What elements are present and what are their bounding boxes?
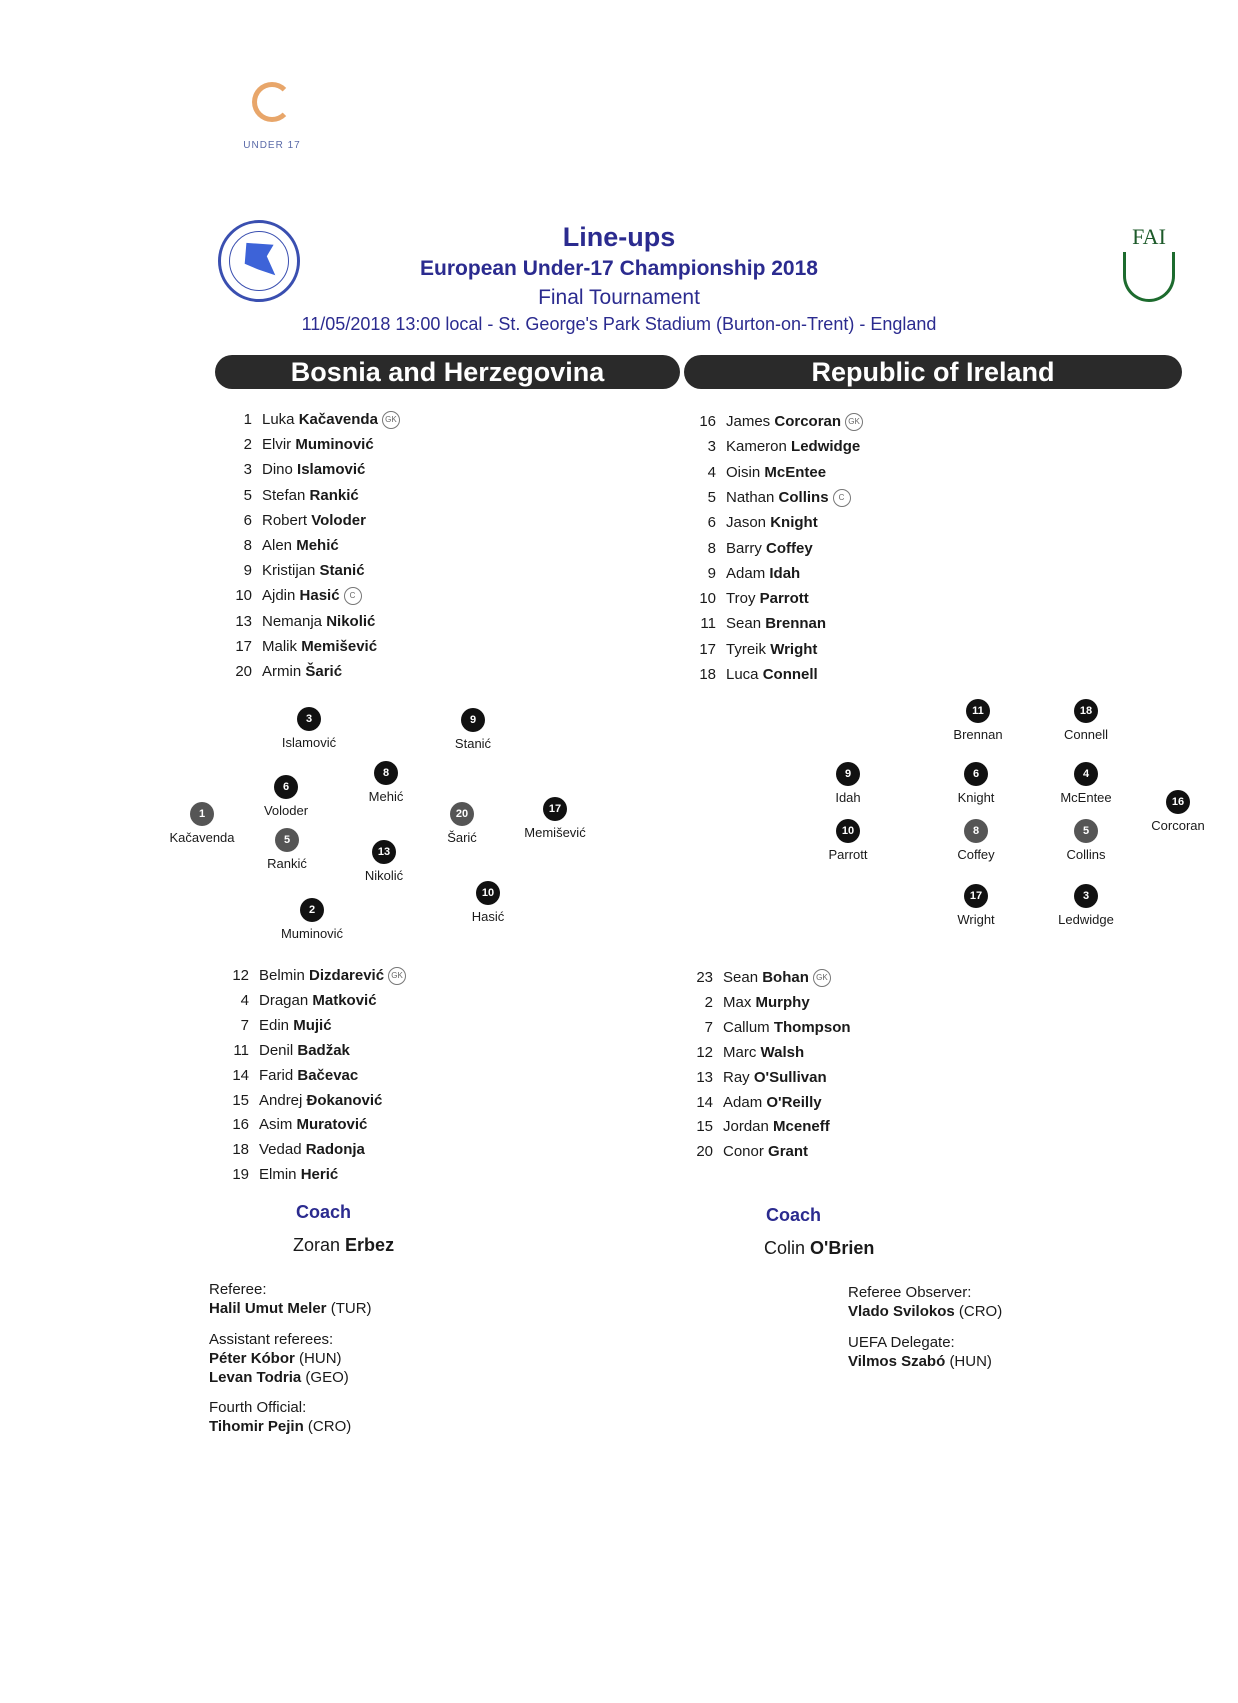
player-row: [222, 536, 339, 556]
delegate-label: UEFA Delegate:: [848, 1334, 955, 1351]
formation-player: [953, 699, 1003, 742]
formation-player: [524, 797, 586, 840]
formation-player-name: Voloder: [263, 803, 309, 818]
player-row: [222, 612, 375, 632]
player-row: [219, 991, 377, 1011]
player-row: [219, 1066, 358, 1086]
away-team-name: Republic of Ireland: [684, 355, 1182, 389]
formation-player: [263, 775, 309, 818]
player-first-name: Elvir: [262, 436, 292, 453]
player-number: 4: [240, 992, 249, 1009]
player-row: [219, 1041, 350, 1061]
player-number: 8: [243, 537, 252, 554]
player-last-name: Badžak: [297, 1042, 350, 1059]
shirt-number-icon: 5: [1074, 819, 1098, 843]
player-first-name: Kameron: [726, 438, 787, 455]
observer-label: Referee Observer:: [848, 1284, 972, 1301]
player-number: 7: [704, 1019, 713, 1036]
player-first-name: Max: [723, 994, 752, 1011]
shirt-number-icon: 18: [1074, 699, 1098, 723]
player-number: 10: [699, 590, 716, 607]
under17-logo-mark: [252, 82, 292, 122]
formation-player: [368, 761, 404, 804]
player-number: 18: [232, 1141, 249, 1158]
competition-name: European Under-17 Championship 2018: [420, 257, 818, 280]
player-number: 13: [235, 613, 252, 630]
player-first-name: Sean: [726, 615, 762, 632]
player-row: [219, 1115, 367, 1135]
player-last-name: Mehić: [296, 537, 339, 554]
player-last-name: Bačevac: [297, 1067, 359, 1084]
player-first-name: Ajdin: [262, 587, 296, 604]
player-number: 5: [707, 489, 716, 506]
assistant-referee-1: Péter Kóbor (HUN): [209, 1350, 342, 1367]
formation-player-name: Collins: [1066, 847, 1106, 862]
shirt-number-icon: 17: [543, 797, 567, 821]
formation-player: [835, 762, 861, 805]
player-last-name: Collins: [778, 489, 829, 506]
match-info: 11/05/2018 13:00 local - St. George's Park Stadium (Burton-on-Trent) - England: [301, 314, 937, 334]
player-last-name: Nikolić: [326, 613, 376, 630]
player-number: 12: [232, 967, 249, 984]
player-number: 3: [243, 461, 252, 478]
player-number: 10: [235, 587, 252, 604]
player-first-name: Kristijan: [262, 562, 316, 579]
player-last-name: Murphy: [755, 994, 810, 1011]
player-last-name: Herić: [300, 1166, 339, 1183]
goalkeeper-badge-icon: GK: [382, 411, 400, 429]
formation-player: [267, 828, 307, 871]
player-number: 3: [707, 438, 716, 455]
shirt-number-icon: 17: [964, 884, 988, 908]
player-last-name: Hasić: [299, 587, 340, 604]
player-first-name: Belmin: [259, 967, 305, 984]
referee-block: [209, 1280, 372, 1318]
formation-player: [169, 802, 235, 845]
home-coach-label: Coach: [296, 1202, 352, 1222]
formation-player-name: Connell: [1063, 727, 1109, 742]
formation-player-name: Islamović: [281, 735, 337, 750]
player-first-name: Tyreik: [726, 641, 767, 658]
player-number: 18: [699, 666, 716, 683]
player-number: 9: [243, 562, 252, 579]
away-coach-name: Colin O'Brien: [764, 1238, 875, 1258]
player-first-name: James: [726, 413, 771, 430]
player-first-name: Sean: [723, 969, 759, 986]
player-row: [683, 1043, 804, 1063]
player-row: [219, 1140, 365, 1160]
player-first-name: Callum: [723, 1019, 770, 1036]
formation-player-name: Parrott: [828, 847, 868, 862]
shirt-number-icon: 1: [190, 802, 214, 826]
player-row: [683, 993, 810, 1013]
player-last-name: Bohan: [762, 969, 809, 986]
home-coach-name: Zoran Erbez: [293, 1235, 395, 1255]
player-row: [219, 1091, 382, 1111]
player-row: [683, 1093, 822, 1113]
player-row: [683, 968, 831, 988]
player-last-name: Rankić: [309, 487, 359, 504]
player-number: 23: [696, 969, 713, 986]
player-row: [683, 1117, 830, 1137]
player-first-name: Farid: [259, 1067, 294, 1084]
player-last-name: Mceneff: [773, 1118, 830, 1135]
formation-player: [1151, 790, 1205, 833]
player-row: [686, 513, 818, 533]
player-number: 8: [707, 540, 716, 557]
formation-player-name: Nikolić: [364, 868, 404, 883]
shirt-number-icon: 4: [1074, 762, 1098, 786]
player-row: [219, 1165, 338, 1185]
player-number: 11: [233, 1042, 249, 1059]
player-number: 20: [696, 1143, 713, 1160]
under17-logo-text: UNDER 17: [243, 140, 301, 151]
player-last-name: Wright: [770, 641, 818, 658]
shirt-number-icon: 3: [297, 707, 321, 731]
formation-player-name: Šarić: [447, 830, 477, 845]
shirt-number-icon: 8: [964, 819, 988, 843]
shirt-number-icon: 11: [966, 699, 990, 723]
player-last-name: Walsh: [760, 1044, 805, 1061]
player-number: 20: [235, 663, 252, 680]
player-number: 14: [232, 1067, 249, 1084]
player-row: [683, 1068, 827, 1088]
player-row: [686, 614, 826, 634]
player-row: [686, 539, 813, 559]
player-number: 16: [699, 413, 716, 430]
player-row: [686, 589, 809, 609]
player-last-name: Islamović: [297, 461, 366, 478]
player-row: [219, 966, 406, 986]
fourth-official-label: Fourth Official:: [209, 1399, 307, 1416]
player-row: [219, 1016, 332, 1036]
formation-player-name: Wright: [957, 912, 995, 927]
shirt-number-icon: 5: [275, 828, 299, 852]
formation-player: [957, 884, 995, 927]
player-last-name: O'Sullivan: [753, 1069, 827, 1086]
formation-player-name: Stanić: [454, 736, 492, 751]
formation-player-name: Memišević: [524, 825, 586, 840]
player-first-name: Vedad: [259, 1141, 302, 1158]
player-row: [686, 437, 860, 457]
player-first-name: Asim: [259, 1116, 293, 1133]
assistant-referees-block: [209, 1330, 349, 1387]
player-row: [222, 410, 400, 430]
player-last-name: O'Reilly: [766, 1094, 822, 1111]
player-first-name: Dino: [262, 461, 293, 478]
captain-badge-icon: C: [833, 489, 851, 507]
player-number: 13: [696, 1069, 713, 1086]
shirt-number-icon: 8: [374, 761, 398, 785]
player-first-name: Adam: [726, 565, 766, 582]
shirt-number-icon: 6: [274, 775, 298, 799]
player-first-name: Stefan: [262, 487, 306, 504]
shirt-number-icon: 6: [964, 762, 988, 786]
player-last-name: Muratović: [296, 1116, 368, 1133]
player-first-name: Jason: [726, 514, 767, 531]
player-number: 9: [707, 565, 716, 582]
player-first-name: Nathan: [726, 489, 775, 506]
assistants-label: Assistant referees:: [209, 1331, 334, 1348]
player-last-name: Idah: [769, 565, 801, 582]
goalkeeper-badge-icon: GK: [845, 413, 863, 431]
formation-player-name: Knight: [957, 790, 995, 805]
player-number: 16: [232, 1116, 249, 1133]
page-title: Line-ups: [562, 222, 676, 252]
formation-player-name: Hasić: [471, 909, 505, 924]
player-first-name: Barry: [726, 540, 762, 557]
player-row: [683, 1142, 808, 1162]
player-last-name: Matković: [312, 992, 377, 1009]
formation-player: [280, 898, 344, 941]
player-last-name: Đokanović: [306, 1092, 383, 1109]
player-first-name: Robert: [262, 512, 308, 529]
player-row: [686, 412, 863, 432]
player-last-name: Knight: [770, 514, 818, 531]
player-first-name: Jordan: [723, 1118, 769, 1135]
player-first-name: Malik: [262, 638, 298, 655]
goalkeeper-badge-icon: GK: [813, 969, 831, 987]
observer-name: Vlado Svilokos (CRO): [848, 1303, 1003, 1320]
shirt-number-icon: 13: [372, 840, 396, 864]
fourth-official-block: [209, 1398, 351, 1436]
player-number: 17: [699, 641, 716, 658]
player-first-name: Alen: [262, 537, 293, 554]
referee-label: Referee:: [209, 1281, 267, 1298]
formation-player-name: Coffey: [957, 847, 995, 862]
formation-player-name: Mehić: [368, 789, 404, 804]
formation-player: [364, 840, 404, 883]
formation-player-name: Kačavenda: [169, 830, 235, 845]
shirt-number-icon: 10: [476, 881, 500, 905]
player-number: 5: [243, 487, 252, 504]
competition-phase: Final Tournament: [538, 286, 700, 309]
player-last-name: Grant: [768, 1143, 809, 1160]
player-first-name: Oisin: [726, 464, 761, 481]
player-last-name: Kačavenda: [298, 411, 378, 428]
player-number: 4: [707, 464, 716, 481]
shirt-number-icon: 9: [836, 762, 860, 786]
formation-player: [471, 881, 505, 924]
player-last-name: Šarić: [305, 663, 343, 680]
delegate-name: Vilmos Szabó (HUN): [848, 1353, 992, 1370]
player-last-name: Connell: [762, 666, 818, 683]
player-number: 11: [700, 615, 716, 632]
player-last-name: Parrott: [759, 590, 809, 607]
player-last-name: Stanić: [319, 562, 365, 579]
under17-logo: [232, 82, 312, 167]
formation-player: [828, 819, 868, 862]
shirt-number-icon: 20: [450, 802, 474, 826]
formation-player-name: Corcoran: [1151, 818, 1205, 833]
shirt-number-icon: 3: [1074, 884, 1098, 908]
player-number: 12: [696, 1044, 713, 1061]
formation-player: [1063, 699, 1109, 742]
uefa-delegate-block: [848, 1333, 992, 1371]
player-first-name: Andrej: [259, 1092, 303, 1109]
player-number: 15: [696, 1118, 713, 1135]
player-last-name: Muminović: [295, 436, 374, 453]
shirt-number-icon: 2: [300, 898, 324, 922]
player-number: 14: [696, 1094, 713, 1111]
player-first-name: Elmin: [259, 1166, 297, 1183]
player-first-name: Dragan: [259, 992, 309, 1009]
player-row: [686, 564, 800, 584]
player-row: [222, 486, 359, 506]
player-number: 7: [240, 1017, 249, 1034]
player-first-name: Denil: [259, 1042, 294, 1059]
player-first-name: Nemanja: [262, 613, 323, 630]
formation-player: [454, 708, 492, 751]
player-row: [686, 665, 818, 685]
player-row: [222, 637, 377, 657]
player-number: 15: [232, 1092, 249, 1109]
player-last-name: Thompson: [773, 1019, 851, 1036]
player-first-name: Adam: [723, 1094, 763, 1111]
formation-player-name: Ledwidge: [1058, 912, 1114, 927]
player-first-name: Luka: [262, 411, 295, 428]
player-number: 2: [243, 436, 252, 453]
player-last-name: Memišević: [301, 638, 378, 655]
home-team-name: Bosnia and Herzegovina: [215, 355, 680, 389]
player-last-name: Radonja: [305, 1141, 365, 1158]
player-row: [686, 488, 851, 508]
formation-player-name: Muminović: [280, 926, 344, 941]
player-row: [222, 460, 365, 480]
player-row: [686, 463, 826, 483]
player-number: 19: [232, 1166, 249, 1183]
formation-player-name: Rankić: [267, 856, 307, 871]
assistant-referee-2: Levan Todria (GEO): [209, 1369, 349, 1386]
fourth-official-name: Tihomir Pejin (CRO): [209, 1418, 352, 1435]
player-last-name: Dizdarević: [309, 967, 385, 984]
formation-player: [1060, 762, 1112, 805]
player-number: 6: [707, 514, 716, 531]
player-number: 2: [704, 994, 713, 1011]
formation-player: [281, 707, 337, 750]
player-first-name: Armin: [262, 663, 302, 680]
player-number: 17: [235, 638, 252, 655]
fai-crest-text: FAI: [1132, 224, 1166, 249]
player-first-name: Marc: [723, 1044, 757, 1061]
player-first-name: Luca: [726, 666, 759, 683]
captain-badge-icon: C: [344, 587, 362, 605]
formation-player-name: McEntee: [1060, 790, 1112, 805]
player-row: [222, 662, 342, 682]
player-last-name: Corcoran: [774, 413, 842, 430]
goalkeeper-badge-icon: GK: [388, 967, 406, 985]
formation-player: [447, 802, 477, 845]
player-row: [222, 561, 365, 581]
shirt-number-icon: 16: [1166, 790, 1190, 814]
player-last-name: McEntee: [764, 464, 827, 481]
player-last-name: Brennan: [765, 615, 827, 632]
referee-observer-block: [848, 1283, 1002, 1321]
player-last-name: Ledwidge: [791, 438, 861, 455]
player-first-name: Ray: [723, 1069, 750, 1086]
player-first-name: Conor: [723, 1143, 764, 1160]
player-number: 6: [243, 512, 252, 529]
shirt-number-icon: 10: [836, 819, 860, 843]
player-number: 1: [243, 411, 252, 428]
player-row: [222, 435, 374, 455]
formation-player: [957, 819, 995, 862]
player-row: [686, 640, 817, 660]
formation-player: [1066, 819, 1106, 862]
formation-player-name: Brennan: [953, 727, 1003, 742]
away-coach-label: Coach: [766, 1205, 822, 1225]
player-last-name: Mujić: [293, 1017, 332, 1034]
formation-player: [957, 762, 995, 805]
player-row: [222, 511, 366, 531]
formation-player-name: Idah: [835, 790, 861, 805]
player-first-name: Edin: [259, 1017, 290, 1034]
player-first-name: Troy: [726, 590, 756, 607]
shirt-number-icon: 9: [461, 708, 485, 732]
player-row: [683, 1018, 851, 1038]
player-row: [222, 586, 362, 606]
player-last-name: Voloder: [311, 512, 366, 529]
player-last-name: Coffey: [766, 540, 813, 557]
referee-name: Halil Umut Meler (TUR): [209, 1300, 372, 1317]
formation-player: [1058, 884, 1114, 927]
